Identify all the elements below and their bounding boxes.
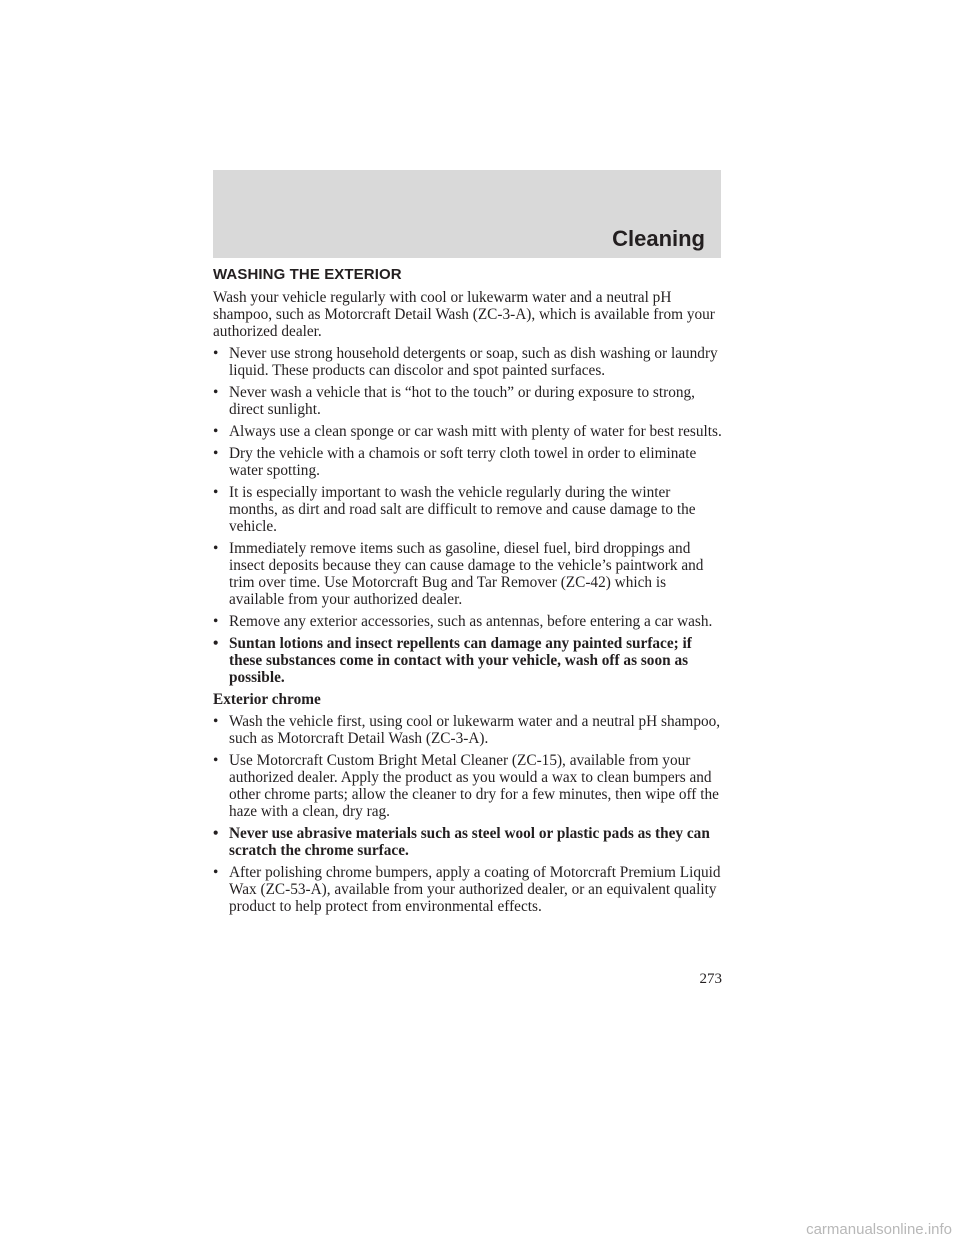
page-number: 273 [699, 971, 722, 987]
warning-list-item: • Never use abrasive materials such as steel wool or plastic pads as they can scratch the chrome surface. [213, 825, 710, 859]
list-item: • Never use strong household detergents or soap, such as dish washing or laundry liquid. These products can discolor and spot painted surfaces. [213, 345, 718, 379]
list-item: • Wash the vehicle first, using cool or lukewarm water and a neutral pH shampoo, such as Motorcraft Detail Wash (ZC-3-A). [213, 713, 721, 747]
list-item: • After polishing chrome bumpers, apply a coating of Motorcraft Premium Liquid Wax (ZC-53-A), available from your authorized dealer, or an equivalent quality product to help protect from environmental effects. [213, 864, 721, 915]
bullet-icon: • [213, 864, 219, 881]
warning-list-item: • Suntan lotions and insect repellents can damage any painted surface; if these substances come in contact with your vehicle, wash off as soon as possible. [213, 635, 692, 686]
section-header-band [213, 170, 721, 258]
list-item: • Immediately remove items such as gasoline, diesel fuel, bird droppings and insect deposits because they can cause damage to the vehicle’s paintwork and trim over time. Use Motorcraft Bug and Tar Remover (ZC-42) which is available from your authorized dealer. [213, 540, 704, 608]
washing-bullet-list [213, 345, 723, 686]
watermark: carmanualsonline.info [806, 1221, 952, 1238]
exterior-chrome-heading: Exterior chrome [213, 691, 321, 708]
list-item: • It is especially important to wash the vehicle regularly during the winter months, as dirt and road salt are difficult to remove and cause damage to the vehicle. [213, 484, 696, 535]
bullet-icon: • [213, 484, 219, 501]
bullet-icon: • [213, 540, 219, 557]
bullet-icon: • [213, 613, 219, 630]
bullet-icon: • [213, 713, 219, 730]
intro-paragraph: Wash your vehicle regularly with cool or lukewarm water and a neutral pH shampoo, such as Motorcraft Detail Wash (ZC-3-A), which is available from your authorized dealer. [213, 289, 715, 340]
bullet-icon: • [213, 423, 219, 440]
bullet-icon: • [213, 635, 219, 652]
section-title: WASHING THE EXTERIOR [213, 266, 402, 283]
bullet-icon: • [213, 825, 219, 842]
bullet-icon: • [213, 752, 219, 769]
page-content [213, 266, 723, 920]
bullet-icon: • [213, 445, 219, 462]
list-item: • Always use a clean sponge or car wash mitt with plenty of water for best results. [213, 423, 722, 440]
list-item: • Use Motorcraft Custom Bright Metal Cleaner (ZC-15), available from your authorized dealer. Apply the product as you would a wax to clean bumpers and other chrome parts; allow the cleaner to dry for a few minutes, then wipe off the haze with a clean, dry rag. [213, 752, 719, 820]
bullet-icon: • [213, 345, 219, 362]
chapter-title: Cleaning [612, 226, 705, 251]
chrome-bullet-list [213, 713, 723, 915]
bullet-icon: • [213, 384, 219, 401]
list-item: • Never wash a vehicle that is “hot to the touch” or during exposure to strong, direct sunlight. [213, 384, 696, 418]
list-item: • Dry the vehicle with a chamois or soft terry cloth towel in order to eliminate water spotting. [213, 445, 697, 479]
list-item: • Remove any exterior accessories, such as antennas, before entering a car wash. [213, 613, 713, 630]
